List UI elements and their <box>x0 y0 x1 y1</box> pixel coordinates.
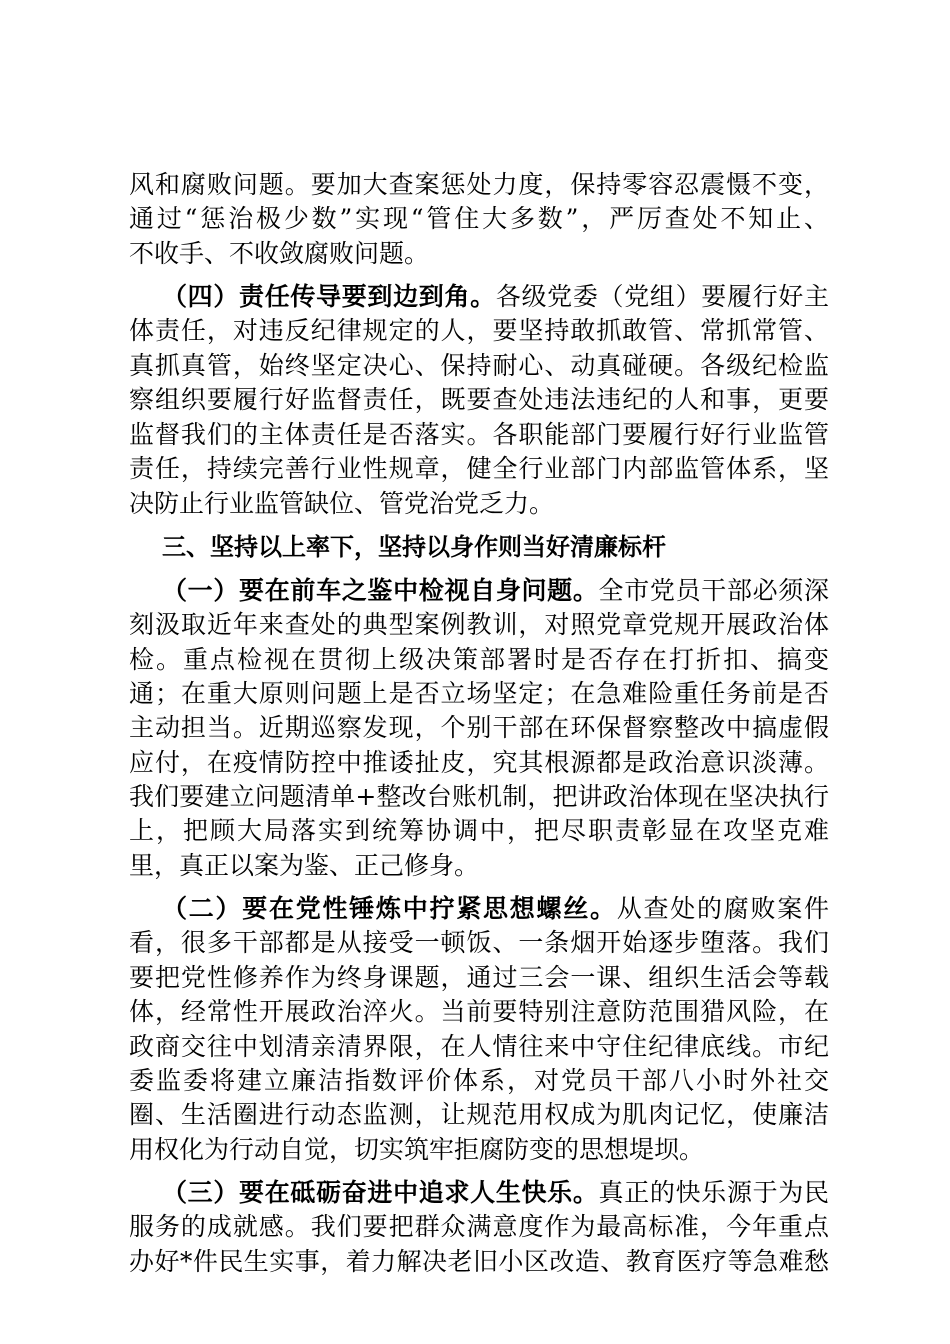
paragraph-lead-text: 从查处的腐败案件 <box>616 894 829 923</box>
section-heading: 三、坚持以上率下，坚持以身作则当好清廉标杆 <box>162 533 666 561</box>
text-line: 政商交往中划清亲清界限，在人情往来中守住纪律底线。市纪 <box>129 1032 829 1061</box>
paragraph-lead-text: 全市党员干部必须深 <box>598 576 829 605</box>
paragraph-lead-text: 真正的快乐源于为民 <box>598 1178 829 1207</box>
text-line: 服务的成就感。我们要把群众满意度作为最高标准，今年重点 <box>129 1212 829 1241</box>
text-line: 委监委将建立廉洁指数评价体系，对党员干部八小时外社交 <box>129 1066 829 1095</box>
text-line: 决防止行业监管缺位、管党治党乏力。 <box>129 489 555 518</box>
text-line: 体责任，对违反纪律规定的人，要坚持敢抓敢管、常抓常管、 <box>129 316 829 345</box>
text-line: 刻汲取近年来查处的典型案例教训，对照党章党规开展政治体 <box>129 610 829 639</box>
text-line: 风和腐败问题。要加大查案惩处力度，保持零容忍震慑不变， <box>129 170 829 199</box>
paragraph-first-line <box>162 574 829 608</box>
text-line: 通；在重大原则问题上是否立场坚定；在急难险重任务前是否 <box>129 679 829 708</box>
paragraph-lead-text: 各级党委（党组）要履行好主 <box>495 282 829 311</box>
paragraph-first-line <box>162 280 829 314</box>
text-line: 通过“惩治极少数”实现“管住大多数”，严厉查处不知止、 <box>129 204 829 233</box>
paragraph-title: （三）要在砥砺奋进中追求人生快乐。 <box>162 1178 599 1207</box>
text-line: 办好*件民生实事，着力解决老旧小区改造、教育医疗等急难愁 <box>129 1247 829 1276</box>
paragraph-title: （四）责任传导要到边到角。 <box>162 282 496 311</box>
paragraph-title: （二）要在党性锤炼中拧紧思想螺丝。 <box>162 894 617 923</box>
text-line: 用权化为行动自觉，切实筑牢拒腐防变的思想堤坝。 <box>129 1135 705 1164</box>
text-line: 责任，持续完善行业性规章，健全行业部门内部监管体系，坚 <box>129 454 829 483</box>
text-line: 里，真正以案为鉴、正己修身。 <box>129 851 480 880</box>
paragraph-first-line <box>162 892 829 926</box>
text-line: 不收手、不收敛腐败问题。 <box>129 239 430 268</box>
text-line: 我们要建立问题清单+整改台账机制，把讲政治体现在坚决执行 <box>129 782 829 811</box>
text-line: 圈、生活圈进行动态监测，让规范用权成为肌肉记忆，使廉洁 <box>129 1100 829 1129</box>
text-line: 察组织要履行好监督责任，既要查处违法违纪的人和事，更要 <box>129 385 829 414</box>
text-line: 体，经常性开展政治淬火。当前要特别注意防范围猎风险，在 <box>129 997 829 1026</box>
text-line: 看，很多干部都是从接受一顿饭、一条烟开始逐步堕落。我们 <box>129 928 829 957</box>
text-line: 检。重点检视在贯彻上级决策部署时是否存在打折扣、搞变 <box>129 645 829 674</box>
paragraph-title: （一）要在前车之鉴中检视自身问题。 <box>162 576 599 605</box>
paragraph-first-line <box>162 1176 829 1210</box>
text-line: 监督我们的主体责任是否落实。各职能部门要履行好行业监管 <box>129 420 829 449</box>
text-line: 应付，在疫情防控中推诿扯皮，究其根源都是政治意识淡薄。 <box>129 748 829 777</box>
text-line: 要把党性修养作为终身课题，通过三会一课、组织生活会等载 <box>129 963 829 992</box>
text-line: 主动担当。近期巡察发现，个别干部在环保督察整改中搞虚假 <box>129 713 829 742</box>
text-line: 真抓真管，始终坚定决心、保持耐心、动真碰硬。各级纪检监 <box>129 351 829 380</box>
text-line: 上，把顾大局落实到统筹协调中，把尽职责彰显在攻坚克难 <box>129 816 829 845</box>
